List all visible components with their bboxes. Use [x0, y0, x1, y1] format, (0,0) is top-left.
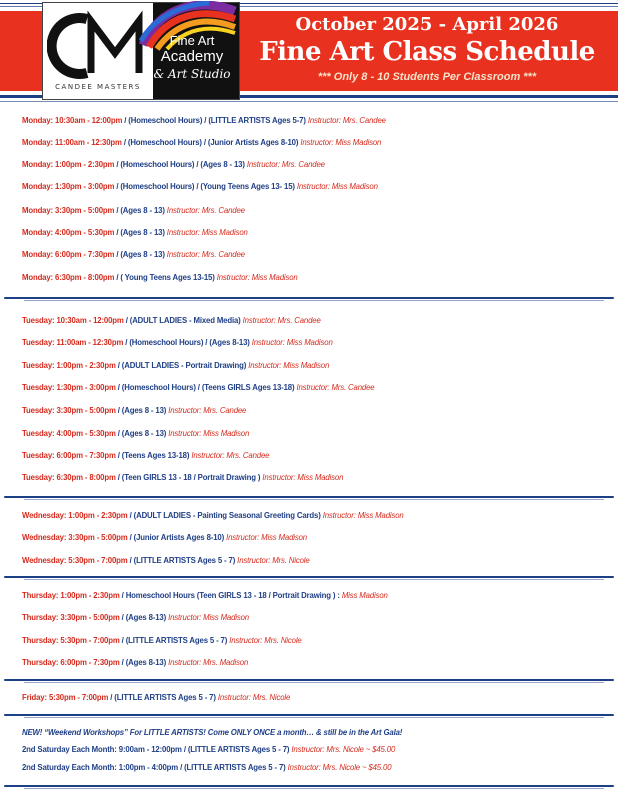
class-time: Wednesday: 3:30pm - 5:00pm: [22, 533, 128, 542]
logo-monogram-panel: [43, 3, 153, 99]
class-description: / (Homeschool Hours) / (Ages 8 - 13): [114, 160, 247, 169]
class-instructor: Instructor: Mrs. Nicole: [229, 636, 302, 645]
schedule-row: [22, 313, 618, 329]
class-time: Thursday: 5:30pm - 7:00pm: [22, 636, 120, 645]
class-time: Monday: 10:30am - 12:00pm: [22, 116, 123, 125]
class-time: Monday: 4:00pm - 5:30pm: [22, 228, 115, 237]
schedule-row: [22, 247, 618, 263]
class-instructor: Instructor: Mrs. Madison: [168, 658, 249, 667]
class-instructor: Instructor: Miss Madison: [226, 533, 307, 542]
logo-line-studio: & Art Studio: [153, 67, 231, 81]
class-instructor: Instructor: Miss Madison: [322, 511, 404, 520]
schedule-row: [22, 690, 618, 706]
class-instructor: Instructor: Miss Madison: [296, 182, 378, 191]
schedule-row: [22, 380, 618, 396]
schedule-row: [22, 203, 618, 219]
section-divider: [4, 575, 614, 581]
class-instructor: Instructor: Miss Madison: [300, 138, 382, 147]
class-instructor: Instructor: Mrs. Nicole ~ $45.00: [287, 763, 392, 772]
schedule-row: [22, 470, 618, 486]
schedule-row: [22, 633, 618, 649]
class-description: / (Homeschool Hours) / (LITTLE ARTISTS Ages 5-7): [122, 116, 308, 125]
schedule-row: [22, 610, 618, 626]
class-instructor: Instructor: Miss Madison: [262, 473, 344, 482]
class-instructor: Instructor: Miss Madison: [168, 429, 250, 438]
class-description: / (Homeschool Hours) / (Ages 8-13): [123, 338, 252, 347]
class-description: / (Homeschool Hours) / (Junior Artists Ages 8-10): [121, 138, 301, 147]
cm-monogram-icon: [47, 9, 149, 83]
class-description: / (ADULT LADIES - Mixed Media): [123, 316, 243, 325]
class-instructor: Instructor: Mrs. Candee: [296, 383, 375, 392]
section-divider: [4, 296, 614, 302]
class-time: Wednesday: 1:00pm - 2:30pm: [22, 511, 128, 520]
class-instructor: Instructor: Miss Madison: [168, 613, 249, 622]
class-description: / (Junior Artists Ages 8-10): [127, 533, 227, 542]
schedule-row: [22, 157, 618, 173]
weekend-workshop-note: NEW! “Weekend Workshops” For LITTLE ARTISTS! Come ONLY ONCE a month… & still be in the Art Gala!: [22, 728, 403, 737]
section-divider: [4, 713, 614, 719]
class-time: Monday: 1:00pm - 2:30pm: [22, 160, 115, 169]
class-time: 2nd Saturday Each Month: 9:00am - 12:00pm: [22, 745, 182, 754]
schedule-row: [22, 225, 618, 241]
class-description: / (Homeschool Hours) / (Teens GIRLS Ages 13-18): [115, 383, 297, 392]
academy-logo: [42, 2, 240, 100]
class-description: / (Ages 8 - 13): [114, 250, 167, 259]
class-instructor: Instructor: Mrs. Candee: [166, 206, 245, 215]
class-instructor: Instructor: Mrs. Candee: [246, 160, 325, 169]
class-time: Monday: 6:00pm - 7:30pm: [22, 250, 115, 259]
schedule-row: [22, 335, 618, 351]
class-time: Tuesday: 3:30pm - 5:00pm: [22, 406, 116, 415]
schedule-row: [22, 448, 618, 464]
class-instructor: Instructor: Mrs. Candee: [242, 316, 321, 325]
class-description: / (LITTLE ARTISTS Ages 5 - 7): [178, 763, 288, 772]
class-instructor: Instructor: Mrs. Candee: [191, 451, 270, 460]
class-time: 2nd Saturday Each Month: 1:00pm - 4:00pm: [22, 763, 179, 772]
banner-title-block: [236, 11, 618, 91]
class-description: / (Teen GIRLS 13 - 18 / Portrait Drawing ): [115, 473, 263, 482]
schedule-row: [22, 270, 618, 286]
class-time: Tuesday: 11:00am - 12:30pm: [22, 338, 124, 347]
class-instructor: Instructor: Mrs. Candee: [166, 250, 245, 259]
bottom-divider: [4, 784, 614, 790]
class-time: Tuesday: 1:00pm - 2:30pm: [22, 361, 116, 370]
class-time: Tuesday: 10:30am - 12:00pm: [22, 316, 124, 325]
class-instructor: Instructor: Miss Madison: [248, 361, 330, 370]
class-description: / (ADULT LADIES - Painting Seasonal Greeting Cards): [127, 511, 323, 520]
class-instructor: Miss Madison: [341, 591, 388, 600]
class-instructor: Instructor: Mrs. Nicole: [217, 693, 291, 702]
class-time: Tuesday: 1:30pm - 3:00pm: [22, 383, 116, 392]
schedule-row: [22, 530, 618, 546]
class-instructor: Instructor: Mrs. Nicole ~ $45.00: [291, 745, 396, 754]
class-instructor: Instructor: Mrs. Nicole: [237, 556, 310, 565]
class-instructor: Instructor: Mrs. Candee: [307, 116, 386, 125]
class-time: Thursday: 3:30pm - 5:00pm: [22, 613, 120, 622]
class-description: / (LITTLE ARTISTS Ages 5 - 7): [108, 693, 218, 702]
class-description: / (Ages 8-13): [119, 613, 169, 622]
schedule-row: [22, 655, 618, 671]
schedule-row: [22, 553, 618, 569]
class-description: / (ADULT LADIES - Portrait Drawing): [115, 361, 249, 370]
class-description: / (Homeschool Hours) / (Young Teens Ages 13- 15): [114, 182, 297, 191]
class-time: Tuesday: 4:00pm - 5:30pm: [22, 429, 116, 438]
schedule-row: [22, 426, 618, 442]
class-description: / ( Young Teens Ages 13-15): [114, 273, 217, 282]
class-description: / (Ages 8 - 13): [114, 228, 167, 237]
class-time: Thursday: 6:00pm - 7:30pm: [22, 658, 120, 667]
class-description: / (Ages 8 - 13): [115, 406, 169, 415]
section-divider: [4, 678, 614, 684]
schedule-row: [22, 742, 618, 758]
schedule-row: [22, 760, 618, 776]
schedule-row: [22, 179, 618, 195]
schedule-row: [22, 508, 618, 524]
class-description: / (Ages 8 - 13): [115, 429, 169, 438]
class-time: Thursday: 1:00pm - 2:30pm: [22, 591, 120, 600]
class-description: / (Teens Ages 13-18): [115, 451, 192, 460]
class-instructor: Instructor: Miss Madison: [251, 338, 333, 347]
class-time: Tuesday: 6:00pm - 7:30pm: [22, 451, 116, 460]
class-time: Friday: 5:30pm - 7:00pm: [22, 693, 109, 702]
schedule-row: [22, 588, 618, 604]
class-time: Monday: 11:00am - 12:30pm: [22, 138, 122, 147]
schedule-row: [22, 358, 618, 374]
class-time: Tuesday: 6:30pm - 8:00pm: [22, 473, 116, 482]
logo-line-fine-art: Fine Art: [169, 33, 215, 48]
class-description: / (Ages 8-13): [119, 658, 169, 667]
schedule-row: [22, 403, 618, 419]
class-time: Wednesday: 5:30pm - 7:00pm: [22, 556, 128, 565]
section-divider: [4, 495, 614, 501]
class-size-note: *** Only 8 - 10 Students Per Classroom ***: [317, 71, 537, 83]
season-dates: October 2025 - April 2026: [295, 14, 559, 35]
class-description: / (LITTLE ARTISTS Ages 5 - 7): [119, 636, 230, 645]
schedule-row: [22, 135, 618, 151]
class-time: Monday: 6:30pm - 8:00pm: [22, 273, 115, 282]
class-time: Monday: 3:30pm - 5:00pm: [22, 206, 115, 215]
page-title: Fine Art Class Schedule: [259, 37, 595, 67]
logo-brand-name: CANDEE MASTERS: [55, 83, 141, 91]
logo-line-academy: Academy: [160, 48, 224, 65]
class-description: / (Ages 8 - 13): [114, 206, 167, 215]
class-description: / (LITTLE ARTISTS Ages 5 - 7): [127, 556, 238, 565]
class-description: / Homeschool Hours (Teen GIRLS 13 - 18 / Portrait Drawing ) :: [119, 591, 342, 600]
class-instructor: Instructor: Miss Madison: [166, 228, 248, 237]
class-instructor: Instructor: Mrs. Candee: [168, 406, 247, 415]
class-description: / (LITTLE ARTISTS Ages 5 - 7): [181, 745, 292, 754]
class-time: Monday: 1:30pm - 3:00pm: [22, 182, 115, 191]
schedule-row: [22, 113, 618, 129]
class-instructor: Instructor: Miss Madison: [216, 273, 298, 282]
